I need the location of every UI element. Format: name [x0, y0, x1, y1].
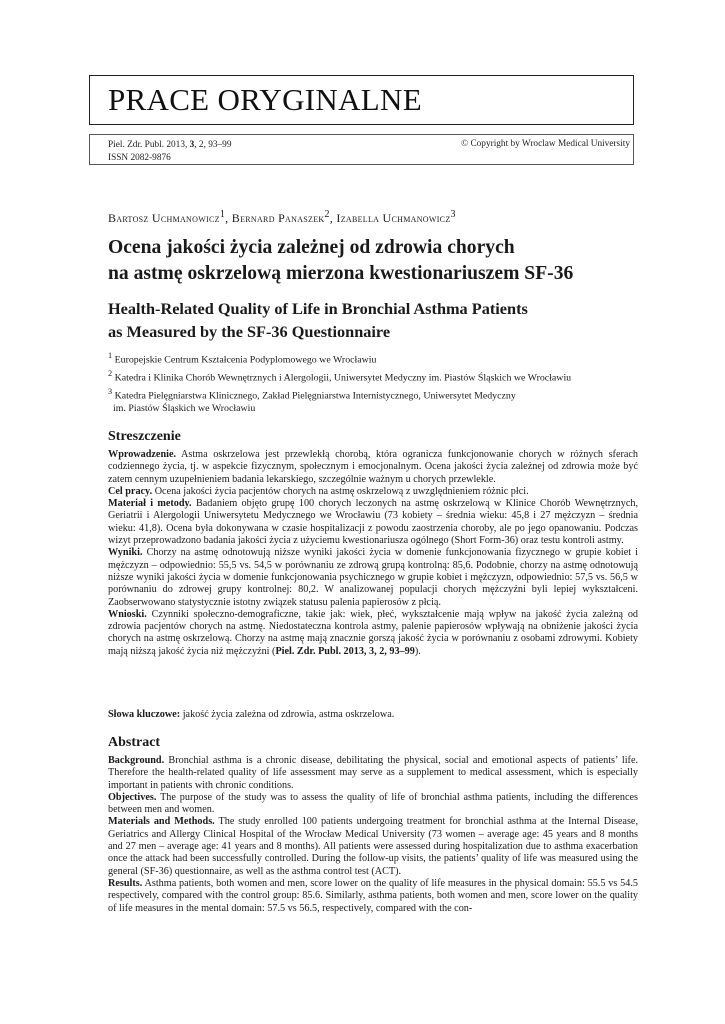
article-title-en: Health-Related Quality of Life in Bronchial Asthma Patients as Measured by the SF-36 Questionnaire [108, 299, 528, 341]
author-affil-sup: 2 [324, 209, 330, 220]
affiliations [108, 349, 638, 416]
paragraph: Wyniki. Chorzy na astmę odnotowują niższe wyniki jakości życia w domenie funkcjonowania fizycznego w grupie kobiet i mężczyzn – odpowiednio: 55,5 vs. 54,5 w porównaniu ze zdrową grupą kontrolną: 85,6. Podobnie, chorzy na astmę odnotowują niższe wyniki jakości życia w domenie funkcjonowania psychicznego w grupie kobiet i mężczyzn, odpowiednio: 57,5 vs. 56,5 w porównaniu do zdrowej grupy kontrolnej: 80,2. W analizowanej populacji chorych mężczyźni byli lepiej wykształceni. Zaobserwowano statystycznie istotny związek statusu palenia papierosów z płcią. [108, 547, 639, 608]
affiliation-item: $^1$ Europejskie Centrum Kształcenia Podyplomowego we Wrocławiu [108, 351, 377, 366]
affiliation-item: $^3$ Katedra Pielęgniarstwa Klinicznego, Zakład Pielęgniarstwa Internistycznego, Uniwersytet Medyczny [108, 386, 516, 401]
affiliation-item: $^2$ Katedra i Klinika Chorób Wewnętrznych i Alergologii, Uniwersytet Medyczny im. Piastów Śląskich we Wrocławiu [108, 368, 572, 384]
paragraph: Materiał i metody. Badaniem objęto grupę 100 chorych leczonych na astmę oskrzelową w Klinice Chorób Wewnętrznych, Geriatrii i Alergologii Uniwersytetu Medycznego we Wrocławiu (73 kobiety – średnia wieku: 45,8 i 27 mężczyzn – średnia wieku: 41,8). Ocena była dokonywana w czasie hospitalizacji z powodu zaostrzenia choroby, ale po jego opanowaniu. Podczas wizyt przeprowadzono badania jakości życia z użyciemu kwestionariusza ogólnego (Short Form-36) oraz testu kontroli astmy. [108, 498, 638, 547]
article-title-pl: Ocena jakości życia zależnej od zdrowia chorych na astmę oskrzelową mierzona kwestionariuszem SF-36 [108, 237, 574, 284]
affiliation-item: im. Piastów Śląskich we Wrocławiu [113, 403, 256, 415]
section-header-box [89, 75, 634, 125]
paragraph: Results. Asthma patients, both women and men, score lower on the quality of life measures in the physical domain: 55.5 vs 54.5 respectively, compared with the control group: 85.6. Similarly, asthma patients, both women and men, score lower on the quality of life measures in the mental domain: 57.5 vs 56.5, respectively, compared with the con- [108, 877, 638, 914]
author-affil-sup: 1 [219, 209, 226, 220]
paragraph: Wprowadzenie. Astma oskrzelowa jest przewlekłą chorobą, która ogranicza funkcjonowanie chorych w różnych sferach codziennego życia, tj. w aspekcie fizycznym, społecznym i emocjonalnym. Ocena jakości życia zależnej od zdrowia może być zatem cennym uzupełnieniem badania lekarskiego, szczególnie ważnym u chorych przewlekle. [108, 449, 638, 485]
paragraph: Materials and Methods. The study enrolled 100 patients undergoing treatment for bronchial asthma at the Internal Disease, Geriatrics and Allergy Clinical Hospital of the Wrocław Medical University (73 women – average age: 45 years and 8 months and 27 men – average age: 41 years and 8 months). All patients were assessed during hospitalization due to asthma exacerbation once the attack had been successfully controlled. During the follow-up visits, the patients’ quality of life was measured using the general (SF-36) questionnaire, as well as the asthma control test (ACT). [108, 816, 638, 877]
author-list: Bartosz Uchmanowicz$^1$, Bernard Panaszek$^2$, Izabella Uchmanowicz$^3$ [108, 209, 456, 225]
keywords: Słowa kluczowe: jakość życia zależna od zdrowia, astma oskrzelowa. [108, 709, 395, 720]
issn: ISSN 2082-9876 [108, 153, 171, 163]
paragraph: Objectives. The purpose of the study was to assess the quality of life of bronchial asthma patients, including the differences between men and women. [108, 791, 638, 816]
section-title: PRACE ORYGINALNE [108, 82, 422, 117]
paragraph: Background. Bronchial asthma is a chronic disease, debilitating the physical, social and emotional aspects of patients’ life. Therefore the health-related quality of life assessment may serve as a supplement to medical assessment, which is especially important in patients with chronic conditions. [108, 755, 639, 791]
streszczenie-heading: Streszczenie [108, 429, 181, 444]
copyright-notice: © Copyright by Wroclaw Medical University [461, 139, 630, 149]
abstract-body [108, 755, 638, 915]
citation-block [108, 139, 231, 165]
paragraph: Cel pracy. Ocena jakości życia pacjentów chorych na astmę oskrzelową z uwzględnieniem różnic płci. [108, 485, 529, 497]
paragraph: Wnioski. Czynniki społeczno-demograficzne, takie jak: wiek, płeć, wykształcenie mają wpływ na jakość życia zależną od zdrowia pacjentów chorych na astmę. Niedostateczna kontrola astmy, palenie papierosów wpływają na obniżenie jakości życia chorych na astmę oskrzelową. Chorzy na astmę mają znacznie gorszą jakość życia w porównaniu z osobami zdrowymi. Kobiety mają niższą jakość życia niż mężczyźni (Piel. Zdr. Publ. 2013, 3, 2, 93–99). [108, 608, 639, 657]
author-name: Bernard Panaszek [231, 211, 325, 225]
author-name: Izabella Uchmanowicz [336, 211, 451, 225]
abstract-heading: Abstract [108, 735, 161, 750]
journal-citation: Piel. Zdr. Publ. 2013, 3, 2, 93–99 [108, 140, 232, 150]
inline-citation: Piel. Zdr. Publ. 2013, 3, 2, 93–99 [275, 645, 415, 657]
streszczenie-body [108, 449, 638, 658]
author-affil-sup: 3 [450, 209, 456, 220]
citation-volume: 3 [189, 140, 195, 150]
journal-meta-box [89, 134, 634, 165]
author-name: Bartosz Uchmanowicz [108, 211, 220, 225]
